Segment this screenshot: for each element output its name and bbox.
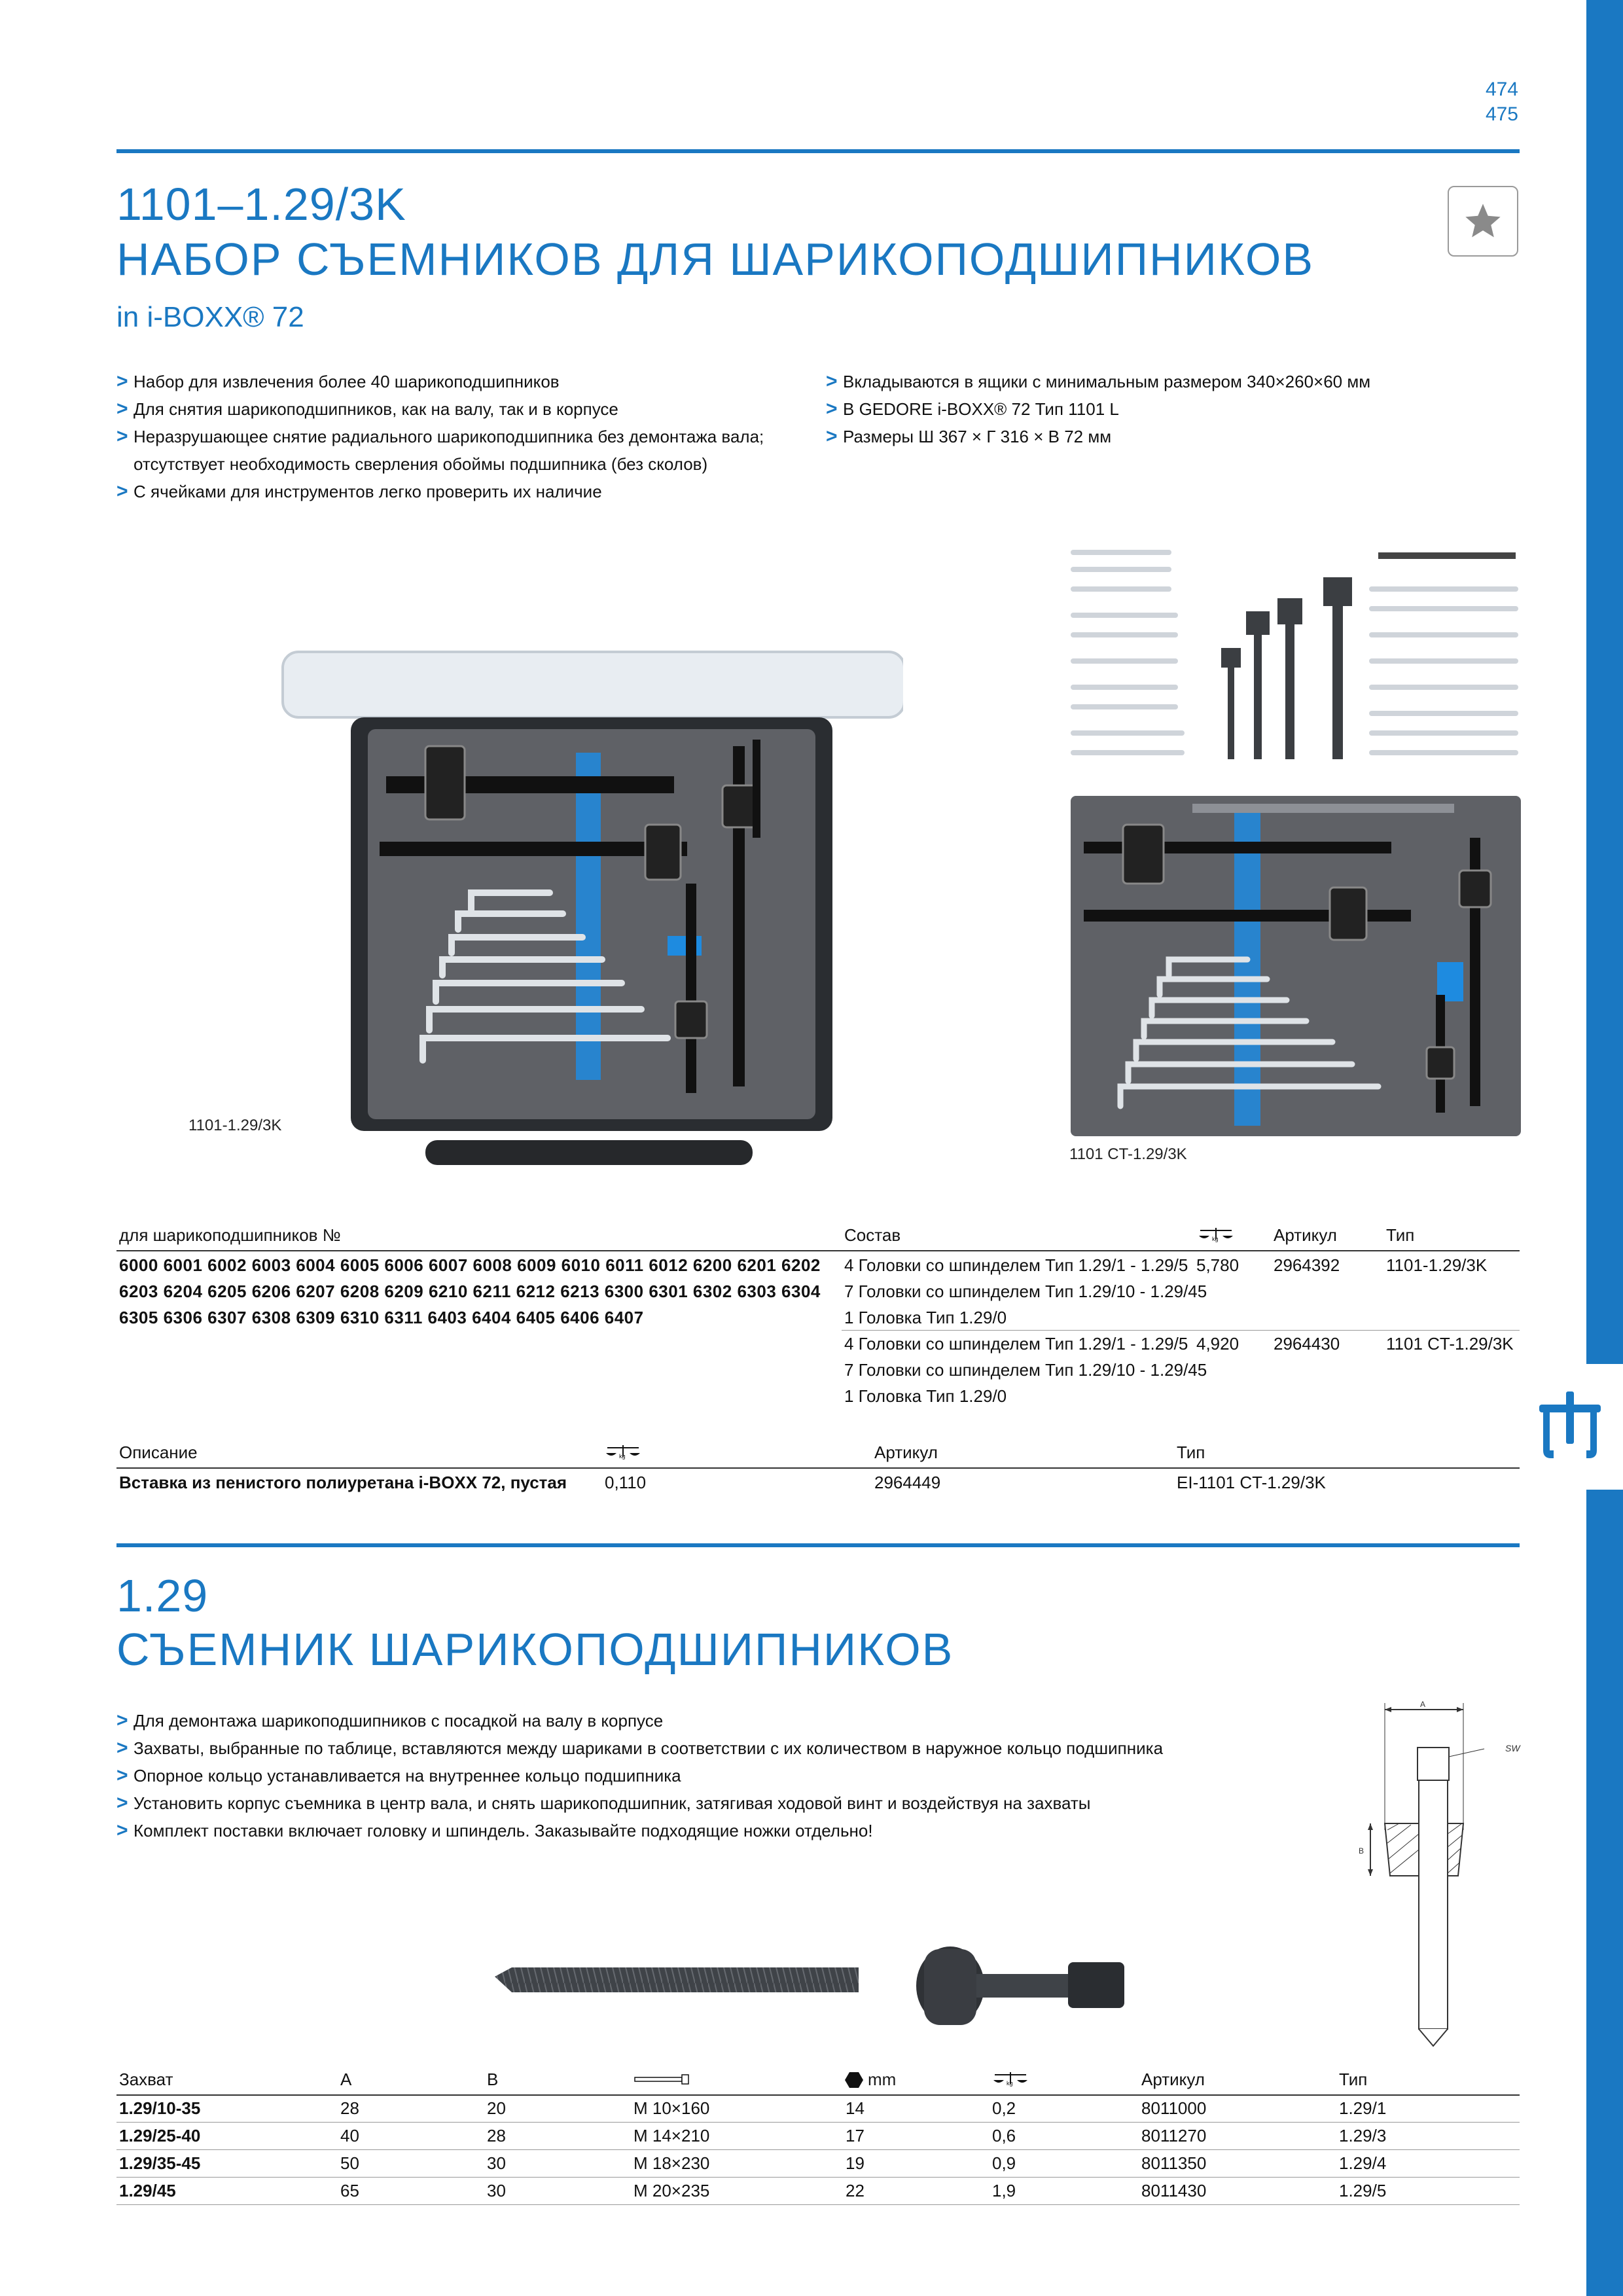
table3-cell: 17 (846, 2126, 865, 2145)
table3-cell: 8011350 (1141, 2153, 1207, 2173)
table3-cell: 22 (846, 2181, 865, 2200)
table1-header-type: Тип (1386, 1225, 1415, 1245)
table2-header-rule (116, 1467, 1520, 1469)
table3-header-mm: mm (868, 2070, 897, 2089)
scale-icon (605, 1444, 641, 1463)
table3-cell: 28 (487, 2126, 506, 2145)
spindle-icon (633, 2073, 690, 2089)
sidebar-bar-top (1586, 0, 1623, 1364)
table3-cell: 30 (487, 2181, 506, 2200)
table3-cell: M 18×230 (633, 2153, 710, 2173)
table3-header-rule (116, 2094, 1520, 2096)
table2-header-article: Артикул (874, 1443, 938, 1462)
table1-header-composition: Состав (844, 1225, 901, 1245)
table1-row2-composition: 1 Головка Тип 1.29/0 (844, 1386, 1007, 1406)
caption-insert: 1101 CT-1.29/3K (1069, 1145, 1187, 1163)
list-item: > В GEDORE i-BOXX® 72 Тип 1101 L (826, 395, 1415, 423)
table3-cell: 28 (340, 2098, 359, 2118)
hex-wrench-icon (844, 2070, 896, 2090)
table3-cell: M 14×210 (633, 2126, 710, 2145)
table2-header-description: Описание (119, 1443, 198, 1462)
table1-row1-article: 2964392 (1274, 1255, 1340, 1275)
table3-cell: 1.29/35-45 (119, 2153, 201, 2173)
table1-row1-composition: 4 Головки со шпинделем Тип 1.29/1 - 1.29/5 (844, 1255, 1188, 1275)
table3-cell: 0,2 (992, 2098, 1016, 2118)
section1-code: 1101–1.29/3K (116, 179, 406, 230)
table3-row-divider (116, 2177, 1520, 2178)
product-photo-insert (1071, 550, 1521, 1139)
bearing-list-line: 6305 6306 6307 6308 6309 6310 6311 6403 6404 6405 6406 6407 (119, 1308, 644, 1327)
scale-icon (1198, 1227, 1234, 1246)
table3-cell: 1.29/1 (1339, 2098, 1387, 2118)
table3-cell: 8011000 (1141, 2098, 1207, 2118)
section2-top-rule (116, 1543, 1520, 1547)
table3-cell: 1.29/10-35 (119, 2098, 201, 2118)
table3-cell: 1,9 (992, 2181, 1016, 2200)
table1-row2-weight: 4,920 (1196, 1334, 1240, 1354)
table1-row2-article: 2964430 (1274, 1334, 1340, 1354)
table1-header-article: Артикул (1274, 1225, 1337, 1245)
section1-bullets-right (826, 368, 1415, 450)
section2-title: СЪЕМНИК ШАРИКОПОДШИПНИКОВ (116, 1624, 954, 1675)
table1-row1-weight: 5,780 (1196, 1255, 1240, 1275)
svg-text:kg: kg (1007, 2080, 1013, 2087)
section2-bullets (116, 1707, 1360, 1844)
list-item: > Для снятия шарикоподшипников, как на валу, так и в корпусе (116, 395, 810, 423)
table3-cell: 20 (487, 2098, 506, 2118)
table1-row1-composition: 1 Головка Тип 1.29/0 (844, 1308, 1007, 1327)
table1-row2-composition: 7 Головки со шпинделем Тип 1.29/10 - 1.29/45 (844, 1360, 1207, 1380)
table3-cell: 0,9 (992, 2153, 1016, 2173)
table3-cell: 40 (340, 2126, 359, 2145)
table3-header-type: Тип (1339, 2070, 1368, 2089)
table3-cell: 8011430 (1141, 2181, 1207, 2200)
technical-drawing (1346, 1699, 1529, 2053)
svg-text:kg: kg (619, 1453, 626, 1460)
product-photo-case (275, 648, 903, 1165)
section1-subtitle: in i-BOXX® 72 (116, 301, 304, 333)
table1-row1-type: 1101-1.29/3K (1386, 1255, 1488, 1275)
list-item: > С ячейками для инструментов легко проверить их наличие (116, 478, 810, 505)
table3-cell: 50 (340, 2153, 359, 2173)
page-number-right: 475 (1485, 103, 1518, 125)
list-item: > Размеры Ш 367 × Г 316 × В 72 мм (826, 423, 1415, 450)
table3-cell: 1.29/25-40 (119, 2126, 201, 2145)
product-photo-spindle (492, 1931, 1140, 2042)
scale-icon (992, 2071, 1029, 2090)
svg-text:kg: kg (1212, 1236, 1219, 1242)
table2-type: EI-1101 CT-1.29/3K (1177, 1473, 1326, 1492)
page-number-left: 474 (1485, 79, 1518, 100)
list-item: > Неразрушающее снятие радиального шарикоподшипника без демонтажа вала; отсутствует необходимость сверления обоймы подшипника (без сколов) (116, 423, 810, 478)
table3-cell: 1.29/4 (1339, 2153, 1387, 2173)
table3-row-divider (116, 2122, 1520, 2123)
table3-header-a: A (340, 2070, 352, 2089)
list-item: > Для демонтажа шарикоподшипников с посадкой на валу в корпусе (116, 1707, 1360, 1734)
table3-cell: 65 (340, 2181, 359, 2200)
table3-row-divider (116, 2204, 1520, 2205)
table3-cell: 0,6 (992, 2126, 1016, 2145)
table1-row-divider (842, 1330, 1520, 1331)
table3-header-b: B (487, 2070, 499, 2089)
table1-row2-composition: 4 Головки со шпинделем Тип 1.29/1 - 1.29/5 (844, 1334, 1188, 1354)
bearing-list-line: 6203 6204 6205 6206 6207 6208 6209 6210 6211 6212 6213 6300 6301 6302 6303 6304 (119, 1282, 821, 1301)
table3-cell: 1.29/5 (1339, 2181, 1387, 2200)
drawing-label-sw: SW (1505, 1743, 1520, 1753)
table3-header-article: Артикул (1141, 2070, 1205, 2089)
table3-cell: M 10×160 (633, 2098, 710, 2118)
table3-cell: 30 (487, 2153, 506, 2173)
drawing-label-b: B (1359, 1846, 1364, 1856)
star-icon (1462, 200, 1504, 242)
section2-code: 1.29 (116, 1570, 209, 1621)
table3-cell: 1.29/45 (119, 2181, 176, 2200)
table1-row2-type: 1101 CT-1.29/3K (1386, 1334, 1514, 1354)
list-item: > Опорное кольцо устанавливается на внутреннее кольцо подшипника (116, 1762, 1360, 1789)
table3-cell: 8011270 (1141, 2126, 1207, 2145)
table3-cell: 19 (846, 2153, 865, 2173)
table2-article: 2964449 (874, 1473, 941, 1492)
favorite-star-box[interactable] (1448, 186, 1518, 257)
sidebar-bar-bottom (1586, 1490, 1623, 2296)
table2-description: Вставка из пенистого полиуретана i-BOXX 72, пустая (119, 1473, 567, 1492)
drawing-label-a: A (1420, 1700, 1426, 1709)
section1-title: НАБОР СЪЕМНИКОВ ДЛЯ ШАРИКОПОДШИПНИКОВ (116, 234, 1315, 285)
puller-icon (1534, 1388, 1606, 1466)
caption-case: 1101-1.29/3K (188, 1117, 282, 1134)
list-item: > Захваты, выбранные по таблице, вставляются между шариками в соответствии с их количеством в наружное кольцо подшипника (116, 1734, 1360, 1762)
table1-header-rule (116, 1250, 1520, 1251)
table2-weight: 0,110 (605, 1473, 647, 1492)
table1-header-bearings: для шарикоподшипников № (119, 1225, 341, 1245)
table1-row1-composition: 7 Головки со шпинделем Тип 1.29/10 - 1.29/45 (844, 1282, 1207, 1301)
bearing-list-line: 6000 6001 6002 6003 6004 6005 6006 6007 6008 6009 6010 6011 6012 6200 6201 6202 (119, 1255, 821, 1275)
section1-bullets-left (116, 368, 810, 505)
list-item: > Набор для извлечения более 40 шарикоподшипников (116, 368, 810, 395)
table3-header-grip: Захват (119, 2070, 173, 2089)
list-item: > Установить корпус съемника в центр вала, и снять шарикоподшипник, затягивая ходовой винт и воздействуя на захваты (116, 1789, 1360, 1817)
section1-top-rule (116, 149, 1520, 153)
table2-header-type: Тип (1177, 1443, 1205, 1462)
table3-row-divider (116, 2149, 1520, 2150)
list-item: > Комплект поставки включает головку и шпиндель. Заказывайте подходящие ножки отдельно! (116, 1817, 1360, 1844)
list-item: > Вкладываются в ящики с минимальным размером 340×260×60 мм (826, 368, 1415, 395)
table3-cell: M 20×235 (633, 2181, 710, 2200)
table3-cell: 14 (846, 2098, 865, 2118)
table3-cell: 1.29/3 (1339, 2126, 1387, 2145)
